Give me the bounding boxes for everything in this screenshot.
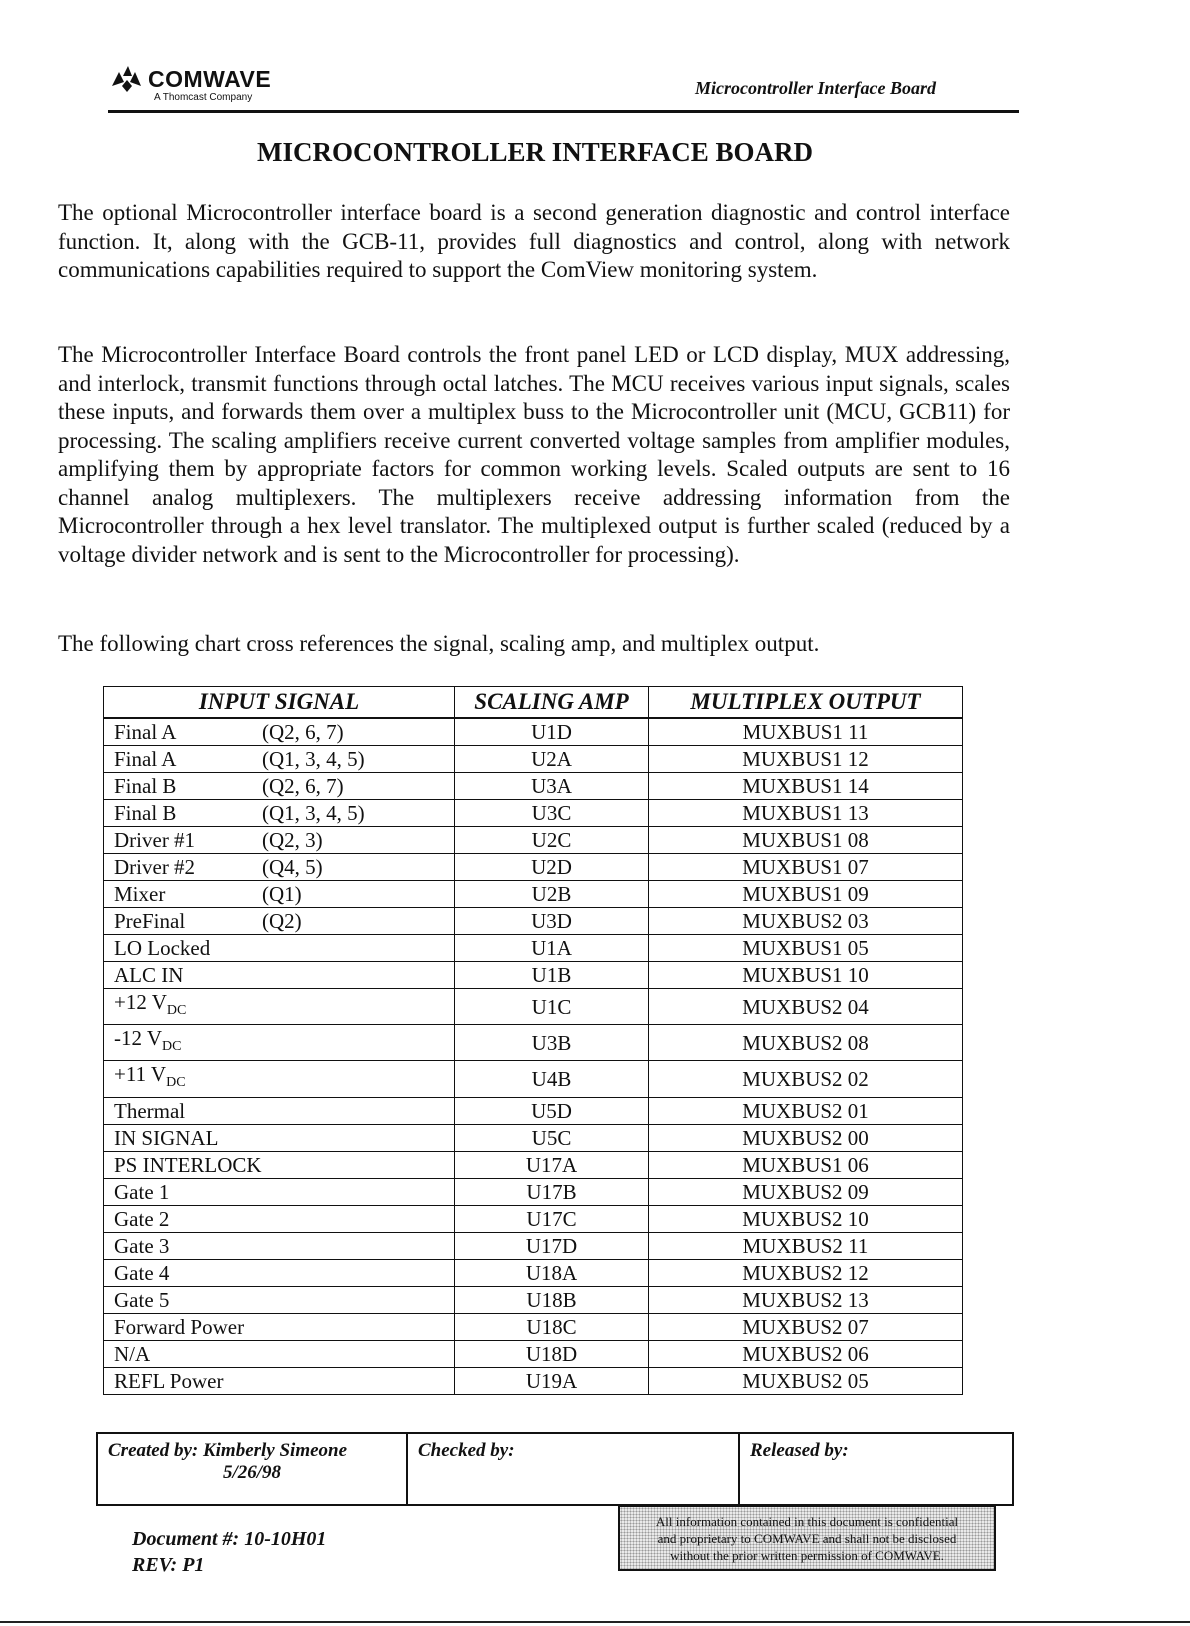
input-signal-cell <box>104 1313 455 1340</box>
header-scaling-amp: SCALING AMP <box>455 687 649 719</box>
signal-name: Final A <box>114 720 177 744</box>
description-paragraph: The Microcontroller Interface Board controls the front panel LED or LCD display, MUX addressing, and interlock, transmit functions through octal latches. The MCU receives various input signals, scales these inputs, and forwards them over a multiplex buss to the Microcontroller unit (MCU, GCB11) for processing. The scaling amplifiers receive current converted voltage samples from amplifier modules, amplifying them by appropriate factors for common working levels. Scaled outputs are sent to 16 channel analog multiplexers. The multiplexers receive addressing information from the Microcontroller through a hex level translator. The multiplexed output is further scaled (reduced by a voltage divider network and is sent to the Microcontroller for processing). <box>58 342 1010 567</box>
signal-name: Driver #2 <box>114 855 196 879</box>
table-row <box>104 1025 963 1061</box>
multiplex-output-cell: MUXBUS1 12 <box>649 746 963 773</box>
company-name: COMWAVE <box>148 65 272 92</box>
document-info <box>132 1526 326 1578</box>
signal-name: Thermal <box>114 1098 186 1123</box>
scaling-amp-cell: U17A <box>455 1151 649 1178</box>
signal-qualifier: (Q2, 3) <box>262 828 323 852</box>
signal-name: PreFinal <box>114 909 186 933</box>
scaling-amp-cell: U3A <box>455 773 649 800</box>
scaling-amp-cell: U5D <box>455 1097 649 1124</box>
scaling-amp-cell: U17B <box>455 1178 649 1205</box>
scaling-amp-cell: U3D <box>455 908 649 935</box>
signal-name: N/A <box>114 1341 151 1366</box>
input-signal-cell <box>104 854 455 881</box>
signal-qualifier: (Q1) <box>262 882 302 906</box>
table-row <box>104 1124 963 1151</box>
signal-name: Driver #1 <box>114 828 196 852</box>
table-row <box>104 827 963 854</box>
input-signal-cell <box>104 1367 455 1394</box>
signal-qualifier: (Q2, 6, 7) <box>262 774 344 798</box>
signal-name: Gate 3 <box>114 1233 170 1258</box>
table-header-row <box>104 687 963 719</box>
multiplex-output-cell: MUXBUS2 09 <box>649 1178 963 1205</box>
table-row <box>104 1205 963 1232</box>
multiplex-output-cell: MUXBUS2 08 <box>649 1025 963 1061</box>
multiplex-output-cell: MUXBUS2 05 <box>649 1367 963 1394</box>
multiplex-output-cell: MUXBUS2 13 <box>649 1286 963 1313</box>
scaling-amp-cell: U1B <box>455 962 649 989</box>
chart-intro-paragraph: The following chart cross references the signal, scaling amp, and multiplex output. <box>58 631 820 656</box>
scaling-amp-cell: U3B <box>455 1025 649 1061</box>
intro-paragraph: The optional Microcontroller interface board is a second generation diagnostic and control interface function. It, along with the GCB-11, provides full diagnostics and control, along with network communications capabilities required to support the ComView monitoring system. <box>58 200 1010 282</box>
signal-cross-reference-table <box>103 686 963 1395</box>
signal-qualifier: (Q1, 3, 4, 5) <box>262 801 365 825</box>
page-title: MICROCONTROLLER INTERFACE BOARD <box>256 137 814 167</box>
signal-name: Final B <box>114 774 177 798</box>
header-divider <box>108 110 1019 113</box>
multiplex-output-cell: MUXBUS2 10 <box>649 1205 963 1232</box>
created-date: 5/26/98 <box>222 1462 282 1483</box>
multiplex-output-cell: MUXBUS1 09 <box>649 881 963 908</box>
multiplex-output-cell: MUXBUS1 06 <box>649 1151 963 1178</box>
scaling-amp-cell: U2A <box>455 746 649 773</box>
multiplex-output-cell: MUXBUS2 00 <box>649 1124 963 1151</box>
checked-by: Checked by: <box>418 1440 515 1461</box>
table-row <box>104 881 963 908</box>
input-signal-cell <box>104 1178 455 1205</box>
table-row <box>104 1313 963 1340</box>
input-signal-cell <box>104 800 455 827</box>
input-signal-cell <box>104 1151 455 1178</box>
confidentiality-notice <box>618 1505 996 1571</box>
scaling-amp-cell: U5C <box>455 1124 649 1151</box>
table-row <box>104 1151 963 1178</box>
released-by: Released by: <box>750 1440 849 1461</box>
page-bottom-rule <box>0 1621 1190 1623</box>
table-row <box>104 1232 963 1259</box>
signal-name: -12 V <box>114 1026 163 1051</box>
input-signal-cell <box>104 935 455 962</box>
input-signal-cell <box>104 881 455 908</box>
header-input-signal: INPUT SIGNAL <box>104 687 455 719</box>
signal-name: Gate 5 <box>114 1287 170 1312</box>
signal-qualifier: (Q2, 6, 7) <box>262 720 344 744</box>
multiplex-output-cell: MUXBUS2 04 <box>649 989 963 1025</box>
input-signal-cell <box>104 1097 455 1124</box>
input-signal-cell <box>104 1061 455 1097</box>
signal-subscript: DC <box>166 1075 186 1091</box>
signoff-block <box>96 1432 1014 1506</box>
created-by: Created by: Kimberly Simeone <box>108 1440 348 1461</box>
multiplex-output-cell: MUXBUS1 14 <box>649 773 963 800</box>
input-signal-cell <box>104 1259 455 1286</box>
table-row <box>104 908 963 935</box>
signal-qualifier: (Q2) <box>262 909 302 933</box>
input-signal-cell <box>104 1124 455 1151</box>
signal-name: Final B <box>114 801 177 825</box>
multiplex-output-cell: MUXBUS2 02 <box>649 1061 963 1097</box>
multiplex-output-cell: MUXBUS1 10 <box>649 962 963 989</box>
scaling-amp-cell: U19A <box>455 1367 649 1394</box>
signal-name: Final A <box>114 747 177 771</box>
input-signal-cell <box>104 827 455 854</box>
multiplex-output-cell: MUXBUS2 01 <box>649 1097 963 1124</box>
scaling-amp-cell: U1C <box>455 989 649 1025</box>
scaling-amp-cell: U1D <box>455 718 649 746</box>
scaling-amp-cell: U1A <box>455 935 649 962</box>
table-row <box>104 989 963 1025</box>
table-row <box>104 1259 963 1286</box>
scaling-amp-cell: U18C <box>455 1313 649 1340</box>
input-signal-cell <box>104 1025 455 1061</box>
scaling-amp-cell: U2D <box>455 854 649 881</box>
signal-name: PS INTERLOCK <box>114 1152 262 1177</box>
multiplex-output-cell: MUXBUS1 11 <box>649 718 963 746</box>
scaling-amp-cell: U18A <box>455 1259 649 1286</box>
input-signal-cell <box>104 989 455 1025</box>
multiplex-output-cell: MUXBUS2 06 <box>649 1340 963 1367</box>
table-row <box>104 1286 963 1313</box>
multiplex-output-cell: MUXBUS2 03 <box>649 908 963 935</box>
input-signal-cell <box>104 908 455 935</box>
running-title: Microcontroller Interface Board <box>695 78 936 98</box>
company-logo <box>110 64 271 103</box>
scaling-amp-cell: U18D <box>455 1340 649 1367</box>
multiplex-output-cell: MUXBUS1 08 <box>649 827 963 854</box>
scaling-amp-cell: U18B <box>455 1286 649 1313</box>
confidential-line: and proprietary to COMWAVE and shall not be disclosed <box>657 1531 957 1546</box>
table-row <box>104 746 963 773</box>
input-signal-cell <box>104 718 455 746</box>
signal-name: +11 V <box>114 1062 167 1087</box>
scaling-amp-cell: U17C <box>455 1205 649 1232</box>
input-signal-cell <box>104 773 455 800</box>
scaling-amp-cell: U4B <box>455 1061 649 1097</box>
table-row <box>104 773 963 800</box>
multiplex-output-cell: MUXBUS1 07 <box>649 854 963 881</box>
signal-subscript: DC <box>166 1003 187 1019</box>
confidential-line: without the prior written permission of COMWAVE. <box>670 1548 944 1563</box>
signal-qualifier: (Q1, 3, 4, 5) <box>262 747 365 771</box>
signal-name: REFL Power <box>114 1368 224 1393</box>
table-row <box>104 718 963 746</box>
signal-name: Gate 2 <box>114 1206 170 1231</box>
input-signal-cell <box>104 1232 455 1259</box>
input-signal-cell <box>104 1340 455 1367</box>
scaling-amp-cell: U2C <box>455 827 649 854</box>
signal-name: Gate 4 <box>114 1260 170 1285</box>
multiplex-output-cell: MUXBUS2 11 <box>649 1232 963 1259</box>
table-row <box>104 962 963 989</box>
signal-subscript: DC <box>162 1039 182 1055</box>
signal-name: LO Locked <box>114 936 211 960</box>
signal-name: IN SIGNAL <box>114 1125 219 1150</box>
signal-name: ALC IN <box>114 963 184 987</box>
released-by-cell <box>739 1433 1013 1505</box>
table-row <box>104 1367 963 1394</box>
input-signal-cell <box>104 1205 455 1232</box>
table-row <box>104 1340 963 1367</box>
header-multiplex-output: MULTIPLEX OUTPUT <box>649 687 963 719</box>
scaling-amp-cell: U2B <box>455 881 649 908</box>
signal-name: Forward Power <box>114 1314 245 1339</box>
input-signal-cell <box>104 746 455 773</box>
table-row <box>104 935 963 962</box>
table-row <box>104 800 963 827</box>
multiplex-output-cell: MUXBUS2 07 <box>649 1313 963 1340</box>
signal-name: Gate 1 <box>114 1179 170 1204</box>
document-revision: REV: P1 <box>132 1554 205 1576</box>
checked-by-cell <box>407 1433 739 1505</box>
table-row <box>104 1061 963 1097</box>
signal-name: +12 V <box>114 990 167 1014</box>
input-signal-cell <box>104 1286 455 1313</box>
scaling-amp-cell: U3C <box>455 800 649 827</box>
multiplex-output-cell: MUXBUS2 12 <box>649 1259 963 1286</box>
input-signal-cell <box>104 962 455 989</box>
comwave-logo-icon <box>110 64 142 94</box>
company-subtitle: A Thomcast Company <box>154 92 253 103</box>
multiplex-output-cell: MUXBUS1 13 <box>649 800 963 827</box>
table-row <box>104 854 963 881</box>
confidential-line: All information contained in this document is confidential <box>655 1514 959 1529</box>
created-by-cell <box>97 1433 407 1505</box>
table-row <box>104 1097 963 1124</box>
scaling-amp-cell: U17D <box>455 1232 649 1259</box>
signal-qualifier: (Q4, 5) <box>262 855 323 879</box>
signal-name: Mixer <box>114 882 166 906</box>
document-number: Document #: 10-10H01 <box>132 1528 327 1550</box>
table-row <box>104 1178 963 1205</box>
multiplex-output-cell: MUXBUS1 05 <box>649 935 963 962</box>
